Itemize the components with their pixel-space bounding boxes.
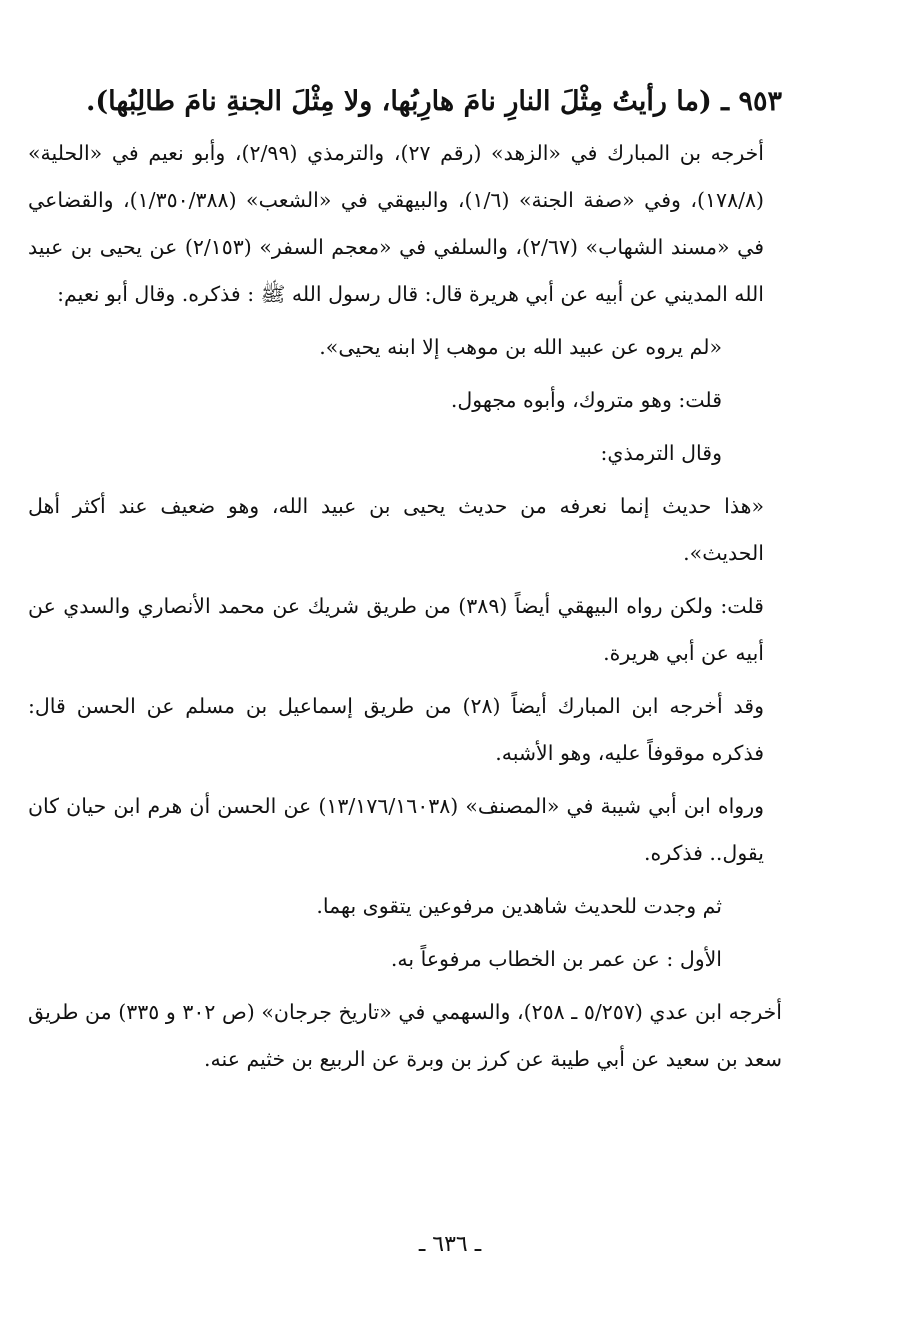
first-shahid: الأول : عن عمر بن الخطاب مرفوعاً به. — [390, 947, 722, 971]
page-body — [28, 70, 782, 1089]
author-note-matruk: قلت: وهو متروك، وأبوه مجهول. — [450, 388, 722, 412]
shahid-intro: ثم وجدت للحديث شاهدين مرفوعين يتقوى بهما. — [316, 894, 722, 918]
ibn-abi-shayba-note: ورواه ابن أبي شيبة في «المصنف» (١٣/١٧٦/١٦٠٣٨) عن الحسن أن هرم ابن حيان كان يقول.. فذكره. — [28, 794, 764, 865]
ibn-mubarak-note: وقد أخرجه ابن المبارك أيضاً (٢٨) من طريق إسماعيل بن مسلم عن الحسن قال: فذكره موقوفاً عليه، وهو الأشبه. — [28, 694, 764, 765]
page-number: ـ ٦٣٦ ـ — [418, 1232, 482, 1257]
bayhaqi-note: قلت: ولكن رواه البيهقي أيضاً (٣٨٩) من طريق شريك عن محمد الأنصاري والسدي عن أبيه عن أبي هريرة. — [28, 594, 764, 665]
hadith-heading: ٩٥٣ ـ (ما رأيتُ مِثْلَ النارِ نامَ هارِبُها، ولا مِثْلَ الجنةِ نامَ طالِبُها). — [86, 86, 782, 117]
tirmidhi-quote: «هذا حديث إنما نعرفه من حديث يحيى بن عبيد الله، وهو ضعيف عند أكثر أهل الحديث». — [28, 494, 764, 565]
takhrij-paragraph: أخرجه بن المبارك في «الزهد» (رقم ٢٧)، والترمذي (٢/٩٩)، وأبو نعيم في «الحلية» (١٧٨/٨)، وفي «صفة الجنة» (١/٦)، والبيهقي في «الشعب» (١/٣٥٠/٣٨٨)، والقضاعي في «مسند الشهاب» (٢/٦٧)، والسلفي في «معجم السفر» (٢/١٥٣) عن يحيى بن عبيد الله المديني عن أبيه عن أبي هريرة قال: قال رسول الله ﷺ : فذكره. وقال أبو نعيم: — [28, 141, 764, 306]
tirmidhi-intro: وقال الترمذي: — [600, 441, 722, 465]
ibn-adi-takhrij: أخرجه ابن عدي (٥/٢٥٧ ـ ٢٥٨)، والسهمي في «تاريخ جرجان» (ص ٣٠٢ و ٣٣٥) من طريق سعد بن سعيد عن أبي طيبة عن كرز بن وبرة عن الربيع بن خثيم عنه. — [28, 1000, 783, 1071]
abu-nuaym-quote: «لم يروه عن عبيد الله بن موهب إلا ابنه يحيى». — [319, 335, 722, 359]
